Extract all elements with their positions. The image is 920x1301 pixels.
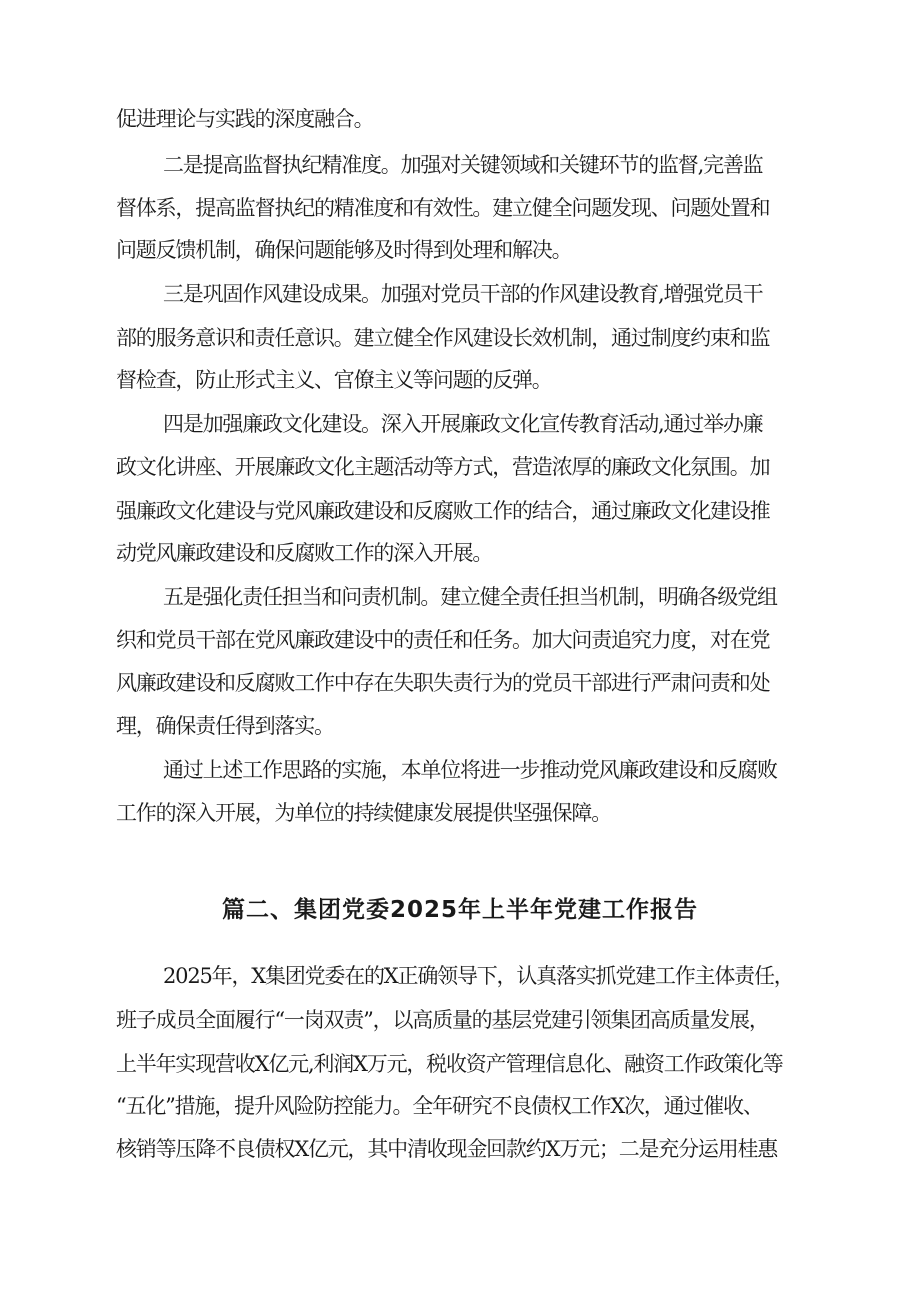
- paragraph-line: 部的服务意识和责任意识。建立健全作风建设长效机制，通过制度约束和监: [116, 326, 770, 350]
- paragraph-line: 工作的深入开展，为单位的持续健康发展提供坚强保障。: [116, 801, 611, 825]
- paragraph-line: 强廉政文化建设与党风廉政建设和反腐败工作的结合，通过廉政文化建设推: [116, 499, 770, 523]
- paragraph-line: 织和党员干部在党风廉政建设中的责任和任务。加大问责追究力度，对在党: [116, 628, 770, 652]
- paragraph-line: 动党风廉政建设和反腐败工作的深入开展。: [116, 541, 493, 565]
- paragraph-line: 督体系，提高监督执纪的精准度和有效性。建立健全问题发现、问题处置和: [116, 196, 770, 220]
- paragraph-line: 五是强化责任担当和问责机制。建立健全责任担当机制，明确各级党组: [163, 585, 777, 609]
- paragraph-line: 理，确保责任得到落实。: [116, 714, 334, 738]
- paragraph-line: 核销等压降不良债权X亿元，其中清收现金回款约X万元；二是充分运用桂惠: [116, 1137, 778, 1161]
- paragraph-line: 问题反馈机制，确保问题能够及时得到处理和解决。: [116, 238, 572, 262]
- paragraph-line: “五化”措施，提升风险防控能力。全年研究不良债权工作X次，通过催收、: [116, 1094, 763, 1118]
- paragraph-line: 班子成员全面履行“一岗双责”，以高质量的基层党建引领集团高质量发展，: [116, 1008, 769, 1032]
- paragraph-line: 通过上述工作思路的实施，本单位将进一步推动党风廉政建设和反腐败: [163, 758, 777, 782]
- paragraph-line: 2025年，X集团党委在的X正确领导下，认真落实抓党建工作主体责任，: [163, 964, 794, 988]
- paragraph-line: 三是巩固作风建设成果。加强对党员干部的作风建设教育,增强党员干: [163, 282, 763, 306]
- paragraph-line: 二是提高监督执纪精准度。加强对关键领域和关键环节的监督,完善监: [163, 153, 763, 177]
- paragraph-line: 四是加强廉政文化建设。深入开展廉政文化宣传教育活动,通过举办廉: [163, 412, 763, 436]
- paragraph-line: 风廉政建设和反腐败工作中存在失职失责行为的党员干部进行严肃问责和处: [116, 671, 770, 695]
- paragraph-line: 上半年实现营收X亿元,利润X万元，税收资产管理信息化、融资工作政策化等: [116, 1052, 783, 1076]
- section-heading: 篇二、集团党委2025年上半年党建工作报告: [221, 897, 698, 923]
- paragraph-line: 促进理论与实践的深度融合。: [116, 107, 374, 131]
- paragraph-line: 政文化讲座、开展廉政文化主题活动等方式，营造浓厚的廉政文化氛围。加: [116, 455, 770, 479]
- paragraph-line: 督检查，防止形式主义、官僚主义等问题的反弹。: [116, 368, 552, 392]
